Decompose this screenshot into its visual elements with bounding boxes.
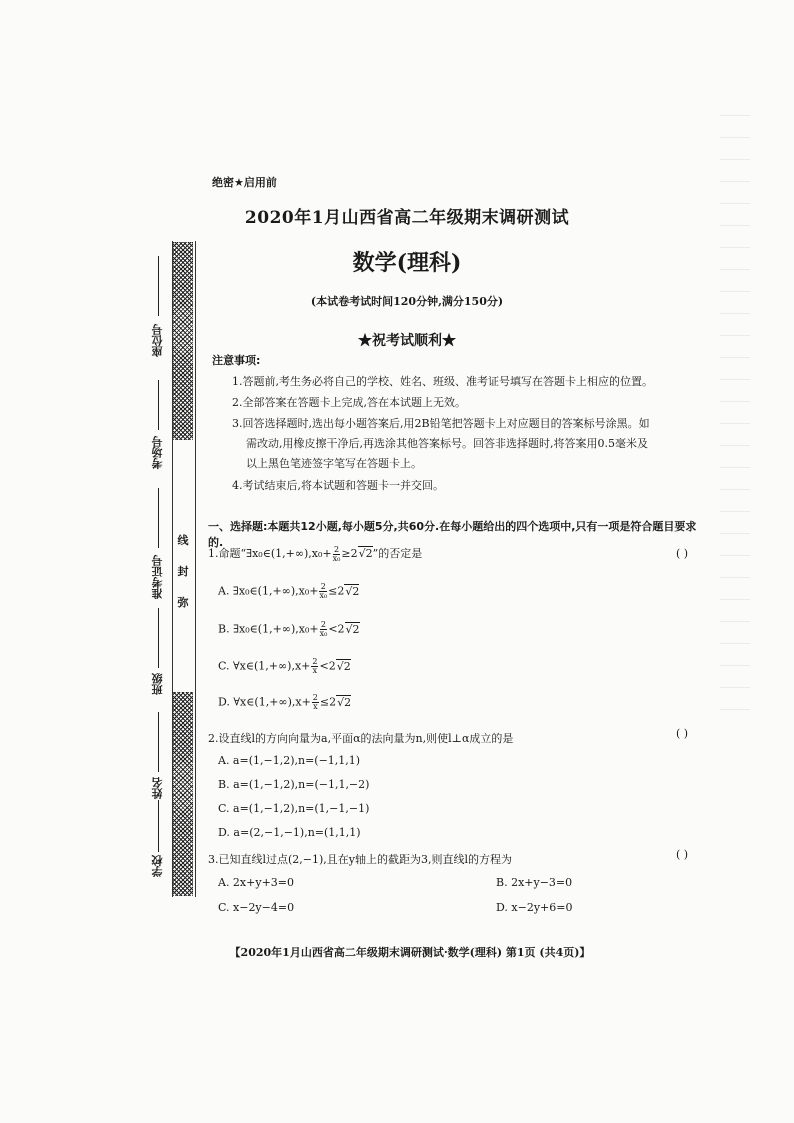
- notice-heading: 注意事项:: [212, 354, 261, 367]
- q1-c-sqrt: √2: [336, 659, 351, 673]
- q1-b-rel: <2: [328, 622, 345, 636]
- q1-a-sqrt: √2: [345, 584, 360, 598]
- q1-c-rel: <2: [319, 659, 336, 673]
- q1-b-den: x₀: [319, 629, 328, 638]
- q1-fraction: [333, 546, 341, 563]
- q3-option-a: A. 2x+y+3=0: [218, 876, 295, 889]
- q1-answer-paren: ( ): [676, 547, 689, 560]
- notice-4: 4.考试结束后,将本试题和答题卡一并交回。: [232, 479, 444, 492]
- q2-option-d: D. a=(2,−1,−1),n=(1,1,1): [218, 826, 361, 839]
- q1-option-d: [218, 694, 351, 711]
- section-heading: 一、选择题:本题共12小题,每小题5分,共60分.在每小题给出的四个选项中,只有一项是符合题目要求的.: [208, 520, 697, 549]
- q2-option-b: B. a=(1,−1,2),n=(−1,1,−2): [218, 778, 370, 791]
- name-label: 姓名: [151, 777, 164, 799]
- q1-a-den: x₀: [319, 591, 328, 600]
- seal-word-close: 弥: [177, 596, 189, 609]
- q1-d-rel: ≤2: [319, 695, 337, 709]
- q1-b-num: 2: [320, 620, 326, 629]
- q3-option-b: B. 2x+y−3=0: [496, 876, 573, 889]
- q3-option-d: D. x−2y+6=0: [496, 901, 573, 914]
- q1-d-num: 2: [312, 693, 318, 702]
- q2-option-a: A. a=(1,−1,2),n=(−1,1,1): [218, 754, 361, 767]
- q1-prefix: 1.命题“∃x₀∈(1,+∞),x₀+: [208, 547, 332, 560]
- q1-c-pre: C. ∀x∈(1,+∞),x+: [218, 659, 311, 673]
- q1-b-fraction: [320, 621, 328, 638]
- class-label: 班级: [151, 673, 164, 695]
- seal-word-line: 线: [177, 534, 189, 547]
- page-footer: 【2020年1月山西省高二年级期末调研测试·数学(理科) 第1页 (共4页)】: [229, 946, 591, 959]
- q1-option-b: [218, 621, 360, 638]
- time-note: (本试卷考试时间120分钟,满分150分): [310, 295, 504, 308]
- q1-c-fraction: [311, 658, 318, 675]
- q2-answer-paren: ( ): [676, 727, 689, 740]
- q3-option-c: C. x−2y−4=0: [218, 901, 295, 914]
- notice-3-cont-2: 以上黑色笔迹签字笔写在答题卡上。: [246, 457, 422, 470]
- q1-sqrt: √2: [358, 547, 373, 560]
- question-1-stem: [208, 545, 422, 563]
- name-line: [158, 712, 159, 772]
- q1-b-sqrt: √2: [345, 622, 360, 636]
- notice-3-cont: 需改动,用橡皮擦干净后,再选涂其他答案标号。回答非选择题时,将答案用0.5毫米及: [246, 437, 648, 450]
- room-number-line: [158, 380, 159, 430]
- q1-option-c: [218, 658, 351, 675]
- q1-option-a: [218, 583, 359, 600]
- q1-c-num: 2: [312, 657, 318, 666]
- question-3-stem: 3.已知直线l过点(2,−1),且在y轴上的截距为3,则直线l的方程为: [208, 853, 513, 866]
- q1-d-sqrt: √2: [337, 695, 352, 709]
- exam-id-label: 准考证号: [151, 555, 164, 599]
- q1-a-num: 2: [320, 582, 326, 591]
- school-label: 学校: [151, 855, 164, 877]
- q1-d-den: x: [313, 702, 318, 711]
- q1-a-fraction: [319, 583, 327, 600]
- room-number-label: 考场号: [151, 436, 164, 469]
- school-line: [158, 800, 159, 852]
- seat-number-label: 座位号: [151, 324, 164, 357]
- q2-option-c: C. a=(1,−1,2),n=(1,−1,−1): [218, 802, 370, 815]
- notice-3: 3.回答选择题时,选出每小题答案后,用2B铅笔把答题卡上对应题目的答案标号涂黑。如: [232, 417, 650, 430]
- binding-hatch-bottom: [173, 692, 193, 896]
- confidential-mark: 绝密★启用前: [212, 176, 277, 189]
- q1-c-den: x: [312, 666, 318, 675]
- blessing: ★祝考试顺利★: [358, 333, 456, 349]
- notice-2: 2.全部答案在答题卡上完成,答在本试题上无效。: [232, 396, 466, 409]
- notice-1: 1.答题前,考生务必将自己的学校、姓名、班级、准考证号填写在答题卡上相应的位置。: [232, 375, 653, 388]
- bleed-through-marks: [720, 110, 750, 710]
- q1-b-pre: B. ∃x₀∈(1,+∞),x₀+: [218, 622, 319, 636]
- q1-frac-den: x₀: [332, 553, 341, 563]
- question-2-stem: 2.设直线l的方向向量为a,平面α的法向量为n,则使l⊥α成立的是: [208, 732, 514, 745]
- q1-rel: ≥2: [341, 547, 358, 560]
- q1-a-rel: ≤2: [328, 584, 345, 598]
- q1-a-pre: A. ∃x₀∈(1,+∞),x₀+: [218, 584, 319, 598]
- class-line: [158, 608, 159, 668]
- q1-d-fraction: [312, 694, 319, 711]
- q1-frac-num: 2: [333, 544, 340, 554]
- q1-suffix: ”的否定是: [372, 547, 423, 560]
- q1-d-pre: D. ∀x∈(1,+∞),x+: [218, 695, 311, 709]
- exam-title: 2020年1月山西省高二年级期末调研测试: [244, 208, 570, 228]
- subject-title: 数学(理科): [352, 250, 462, 276]
- q3-answer-paren: ( ): [676, 848, 689, 861]
- exam-id-line: [158, 488, 159, 548]
- seal-word-seal: 封: [177, 565, 189, 578]
